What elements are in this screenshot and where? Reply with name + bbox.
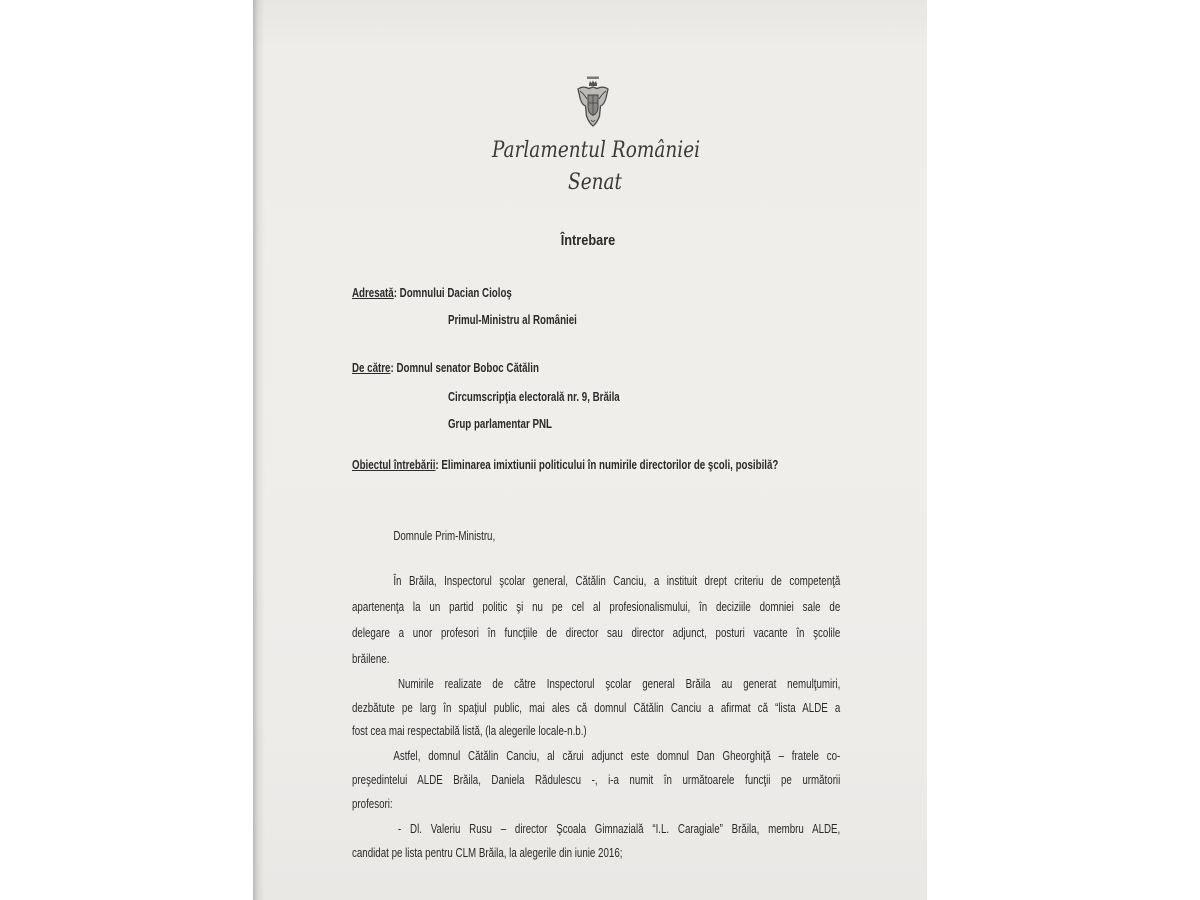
- paragraph-1-line-4: brăilene.: [352, 652, 390, 666]
- chamber-name: Senat: [568, 170, 622, 195]
- salutation: Domnule Prim-Ministru,: [393, 529, 496, 543]
- paragraph-3-line-2: preşedintelui ALDE Brăila, Daniela Rădulescu -, i-a numit în următoarele funcţii pe următorii: [352, 773, 841, 787]
- sender-group: Grup parlamentar PNL: [447, 417, 552, 431]
- sender-label: De către: [352, 361, 391, 375]
- addressee-name: : Domnului Dacian Cioloş: [393, 286, 512, 300]
- paragraph-2-line-3: fost cea mai respectabilă listă, (la alegerile locale-n.b.): [352, 724, 587, 738]
- sheet-edge-shadow: [253, 0, 265, 900]
- paragraph-2-line-1: Numirile realizate de către Inspectorul şcolar general Brăila au generat nemulţumiri,: [398, 677, 841, 691]
- paragraph-2-line-2: dezbătute pe larg în spaţiul public, mai ales că domnul Cătălin Canciu a afirmat că “lista ALDE a: [352, 701, 841, 715]
- paragraph-1-line-3: delegare a unor profesori în funcţiile de director sau director adjunct, posturi vacante în şcolile: [352, 626, 841, 640]
- subject-text: : Eliminarea imixtiunii politicului în numirile directorilor de şcoli, posibilă?: [435, 458, 779, 472]
- addressee-line: [352, 285, 840, 301]
- sender-constituency: Circumscripţia electorală nr. 9, Brăila: [447, 390, 620, 404]
- paragraph-3-line-3: profesori:: [352, 797, 393, 811]
- institution-name: Parlamentul României: [491, 138, 701, 163]
- subject-line: [352, 457, 840, 473]
- addressee-role: Primul-Ministru al României: [447, 313, 577, 327]
- paragraph-1-line-2: apartenenţa la un partid politic şi nu pe cel al profesionalismului, în deciziile domniei sale de: [352, 600, 841, 614]
- document-title: Întrebare: [560, 232, 616, 249]
- paragraph-4-line-2: candidat pe lista pentru CLM Brăila, la alegerile din iunie 2016;: [352, 846, 623, 860]
- sender-name: : Domnul senator Boboc Cătălin: [390, 361, 539, 375]
- sender-line: [352, 360, 840, 376]
- subject-label: Obiectul întrebării: [352, 458, 436, 472]
- paragraph-1-line-1: În Brăila, Inspectorul şcolar general, Cătălin Canciu, a instituit drept criteriu de competenţă: [393, 574, 841, 588]
- paragraph-4-line-1: - Dl. Valeriu Rusu – director Şcoala Gimnazială “I.L. Caragiale” Brăila, membru ALDE,: [398, 822, 841, 836]
- paragraph-3-line-1: Astfel, domnul Cătălin Canciu, al cărui adjunct este domnul Dan Gheorghiţă – fratele co-: [393, 749, 841, 763]
- addressee-label: Adresată: [352, 286, 394, 300]
- document-text: [352, 0, 840, 900]
